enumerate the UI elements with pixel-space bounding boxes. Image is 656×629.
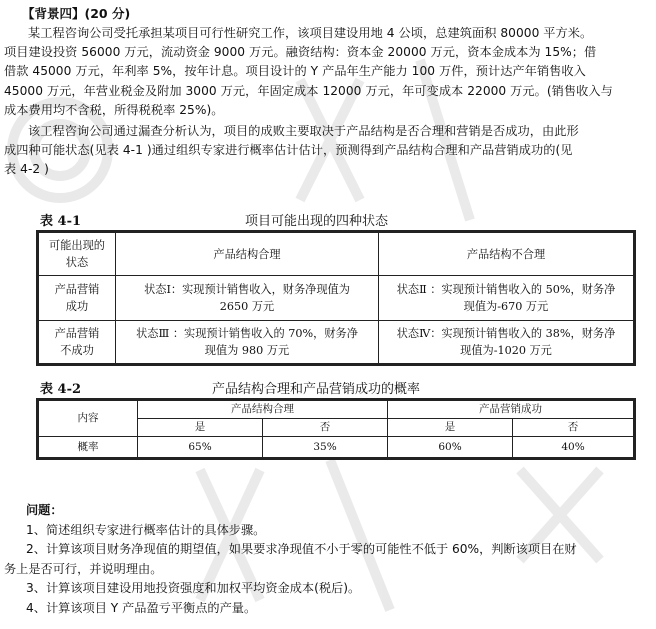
para2-line-2: 成四种可能状态(见表 4-1 )通过组织专家进行概率估计估计，预测得到产品结构合理和产品营销成功的(见 [4, 143, 573, 158]
table2-value-2: 35% [263, 437, 388, 459]
question-2: 2、计算该项目财务净现值的期望值，如果要求净现值不小于零的可能性不低于 60%，判断该项目在财 [26, 542, 577, 556]
table1-col-header-1: 产品结构合理 [116, 232, 379, 276]
table1-cell-state-1: 状态Ⅰ：实现预计销售收入，财务净现值为 2650 万元 [116, 276, 379, 321]
table2-value-4: 40% [513, 437, 635, 459]
questions-section [4, 501, 652, 618]
para1-line-3: 借款 45000 万元，年利率 5%，按年计息。项目设计的 Y 产品年生产能力 100 万件，预计达产年销售收入 [4, 64, 586, 79]
table1-row-label-1: 产品营销 成功 [38, 276, 116, 321]
table1-caption-title: 项目可能出现的四种状态 [245, 214, 389, 229]
question-3: 3、计算该项目建设用地投资强度和加权平均资金成本(税后)。 [26, 581, 361, 595]
para1-line-5: 成本费用均不含税，所得税税率 25%)。 [4, 102, 224, 117]
para1-line-4: 45000 万元，年营业税金及附加 3000 万元，年固定成本 12000 万元，年可变成本 22000 万元。(销售收入与 [4, 83, 613, 98]
table2-caption-title: 产品结构合理和产品营销成功的概率 [212, 382, 421, 397]
table-4-2 [36, 398, 636, 460]
table1-cell-state-3: 状态Ⅲ ：实现预计销售收入的 70%，财务净 现值为 980 万元 [116, 321, 379, 365]
para1-line-2: 项目建设投资 56000 万元，流动资金 9000 万元。融资结构：资本金 20000 万元，资本金成本为 15%；借 [4, 45, 597, 60]
table-row [38, 276, 635, 321]
table2-content-label: 内容 [38, 400, 138, 437]
table-row [38, 321, 635, 365]
question-1: 1、简述组织专家进行概率估计的具体步骤。 [26, 522, 266, 537]
question-4: 4、计算该项目 Y 产品盈亏平衡点的产量。 [26, 600, 257, 615]
section-title: 【背景四】(20 分) [22, 6, 131, 21]
table1-col-header-2: 产品结构不合理 [379, 232, 635, 276]
question-2-continued: 务上是否可行，并说明理由。 [4, 561, 163, 576]
table2-sub-yes-1: 是 [138, 419, 263, 437]
questions-heading: 问题： [26, 503, 63, 517]
table2-group-header-1: 产品结构合理 [138, 400, 388, 419]
table1-cell-state-2: 状态Ⅱ ：实现预计销售收入的 50%，财务净 现值为-670 万元 [379, 276, 635, 321]
table2-value-3: 60% [388, 437, 513, 459]
background-paragraph-1 [4, 24, 652, 120]
para2-line-1: 该工程咨询公司通过漏查分析认为，项目的成败主要取决于产品结构是否合理和营销是否成功，由此形 [28, 124, 579, 138]
table2-value-1: 65% [138, 437, 263, 459]
table1-cell-state-4: 状态Ⅳ：实现预计销售收入的 38%，财务净 现值为-1020 万元 [379, 321, 635, 365]
table1-caption-number: 表 4-1 [40, 214, 82, 229]
table2-sub-yes-2: 是 [388, 419, 513, 437]
table-4-1 [36, 230, 636, 366]
para1-line-1: 某工程咨询公司受托承担某项目可行性研究工作，该项目建设用地 4 公顷，总建筑面积 80000 平方米。 [28, 26, 593, 40]
table-row [38, 437, 635, 459]
table2-caption-number: 表 4-2 [40, 382, 82, 397]
table1-row-label-2: 产品营销 不成功 [38, 321, 116, 365]
table2-sub-no-1: 否 [263, 419, 388, 437]
table1-corner-cell: 可能出现的 状态 [38, 232, 116, 276]
table2-sub-no-2: 否 [513, 419, 635, 437]
table2-row-label: 概率 [38, 437, 138, 459]
background-paragraph-2 [4, 122, 652, 180]
para2-line-3: 表 4-2 ) [4, 162, 49, 177]
table2-group-header-2: 产品营销成功 [388, 400, 635, 419]
